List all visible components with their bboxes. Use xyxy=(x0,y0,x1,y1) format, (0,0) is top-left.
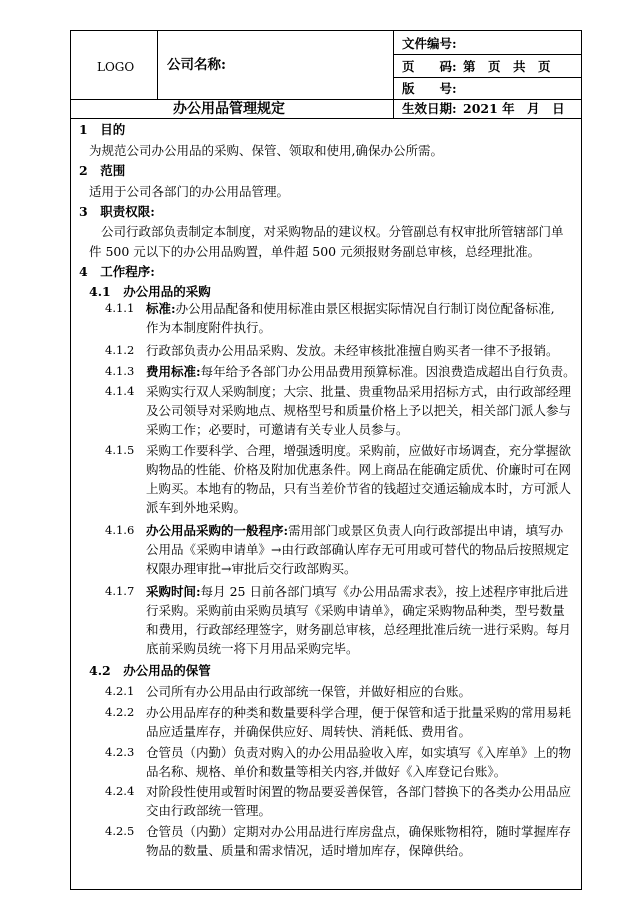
item-4-2-4 xyxy=(146,782,576,820)
page-label: 页 码: xyxy=(402,59,457,74)
header-row-line-2 xyxy=(393,77,582,78)
item-number: 4.2.2 xyxy=(105,705,135,719)
item-line: 需用部门或景区负责人向行政部提出申请，填写办 xyxy=(288,523,564,538)
header-divider-right xyxy=(393,30,394,118)
item-4-2-1 xyxy=(146,682,576,701)
item-number: 4.1.2 xyxy=(105,343,135,357)
section-3-line-1: 公司行政部负责制定本制度，对采购物品的建议权。分管副总有权审批所管辖部门单 xyxy=(101,224,564,239)
item-4-1-1 xyxy=(146,299,576,337)
effective-date-value: 2021 年 月 日 xyxy=(463,101,565,116)
item-line: 底前采购员统一将下月用品采购完毕。 xyxy=(146,641,359,656)
item-number: 4.1.3 xyxy=(105,364,135,378)
version-label: 版 号: xyxy=(402,81,457,96)
item-number: 4.1.7 xyxy=(105,584,135,598)
section-3-title: 3 职责权限: xyxy=(79,204,155,219)
item-line: 作为本制度附件执行。 xyxy=(146,320,272,335)
item-line: 物品的数量、质量和需求情况，适时增加库存，保障供给。 xyxy=(146,843,472,858)
item-number: 4.2.3 xyxy=(105,745,135,759)
section-1-text: 为规范公司办公用品的采购、保管、领取和使用,确保办公所需。 xyxy=(89,143,443,158)
item-line: 上购买。本地有的物品，只有当差价节省的钱超过交通运输成本时，方可派人 xyxy=(146,481,572,496)
item-lead: 费用标准: xyxy=(146,364,201,379)
section-4-title: 4 工作程序: xyxy=(79,264,155,279)
item-4-1-3 xyxy=(146,362,576,381)
section-4-2-title: 4.2 办公用品的保管 xyxy=(89,663,211,678)
item-line: 仓管员（内勤）定期对办公用品进行库房盘点，确保账物相符，随时掌握库存 xyxy=(146,824,572,839)
item-line: 办公用品配备和使用标准由景区根据实际情况自行制订岗位配备标准, xyxy=(175,301,555,316)
section-2-title: 2 范围 xyxy=(79,163,126,178)
section-3-line-2: 件 500 元以下的办公用品购置，单件超 500 元须报财务副总审核，总经理批准。 xyxy=(89,244,541,259)
item-number: 4.1.1 xyxy=(105,301,135,315)
item-line: 行政部负责办公用品采购、发放。未经审核批准擅自购买者一律不予报销。 xyxy=(146,343,559,358)
company-name-label: 公司名称: xyxy=(167,57,226,73)
item-line: 交由行政部统一管理。 xyxy=(146,803,272,818)
item-4-2-5 xyxy=(146,822,576,860)
logo-placeholder: LOGO xyxy=(97,60,135,74)
item-line: 每年给予各部门办公用品费用预算标准。因浪费造成超出自行负责。 xyxy=(200,364,576,379)
header-row-line-4 xyxy=(70,118,582,119)
item-line: 办公用品库存的种类和数量要科学合理，便于保管和适于批量采购的常用易耗 xyxy=(146,705,572,720)
item-line: 公司所有办公用品由行政部统一保管，并做好相应的台账。 xyxy=(146,684,472,699)
item-4-2-2 xyxy=(146,703,576,741)
section-4-1-title: 4.1 办公用品的采购 xyxy=(89,284,211,299)
item-line: 派车到外地采购。 xyxy=(146,500,247,515)
item-number: 4.1.6 xyxy=(105,523,135,537)
item-line: 购物品的性能、价格及附加优惠条件。网上商品在能确定质优、价廉时可在网 xyxy=(146,462,572,477)
item-4-1-5 xyxy=(146,441,576,517)
item-4-1-4 xyxy=(146,382,576,439)
item-lead: 采购时间: xyxy=(146,584,201,599)
header-divider-logo xyxy=(157,30,158,100)
item-line: 及公司领导对采购地点、规格型号和质量价格上予以把关，相关部门派人参与 xyxy=(146,403,572,418)
item-lead: 办公用品采购的一般程序: xyxy=(146,523,289,538)
section-1-title: 1 目的 xyxy=(79,122,126,137)
item-line: 每月 25 日前各部门填写《办公用品需求表》，按上述程序审批后进 xyxy=(200,584,569,599)
item-number: 4.2.1 xyxy=(105,684,135,698)
item-4-1-7 xyxy=(146,582,576,658)
item-line: 品名称、规格、单价和数量等相关内容,并做好《入库登记台账》。 xyxy=(146,764,507,779)
item-lead: 标准: xyxy=(146,301,176,316)
doc-number-label: 文件编号: xyxy=(402,36,457,51)
section-2-text: 适用于公司各部门的办公用品管理。 xyxy=(89,184,290,199)
item-line: 权限办理审批→审批后交行政部购买。 xyxy=(146,561,357,576)
effective-date-label: 生效日期: xyxy=(402,101,457,116)
item-line: 仓管员（内勤）负责对购入的办公用品验收入库，如实填写《入库单》上的物 xyxy=(146,745,572,760)
item-number: 4.2.4 xyxy=(105,784,135,798)
item-number: 4.1.4 xyxy=(105,384,135,398)
item-line: 品应适量库存，并确保供应好、周转快、消耗低、费用省。 xyxy=(146,724,472,739)
document-title: 办公用品管理规定 xyxy=(173,101,285,117)
header-row-line-1 xyxy=(393,54,582,55)
item-number: 4.1.5 xyxy=(105,443,135,457)
item-line: 和费用，行政部经理签字，财务副总审核，总经理批准后统一进行采购。每月 xyxy=(146,622,572,637)
item-line: 行采购。采购前由采购员填写《采购申请单》，确定采购物品种类，型号数量 xyxy=(146,603,565,618)
item-line: 采购工作要科学、合理，增强透明度。采购前，应做好市场调查，充分掌握欲 xyxy=(146,443,572,458)
item-line: 采购实行双人采购制度；大宗、批量、贵重物品采用招标方式，由行政部经理 xyxy=(146,384,572,399)
page-value: 第 页 共 页 xyxy=(463,59,551,74)
header-row-line-3 xyxy=(70,99,582,100)
item-line: 采购工作；必要时，可邀请有关专业人员参与。 xyxy=(146,422,409,437)
item-4-1-6 xyxy=(146,521,576,578)
item-number: 4.2.5 xyxy=(105,824,135,838)
item-line: 对阶段性使用或暂时闲置的物品要妥善保管，各部门替换下的各类办公用品应 xyxy=(146,784,572,799)
item-line: 公用品《采购申请单》→由行政部确认库存无可用或可替代的物品后按照规定 xyxy=(146,542,569,557)
item-4-1-2 xyxy=(146,341,576,360)
item-4-2-3 xyxy=(146,743,576,781)
